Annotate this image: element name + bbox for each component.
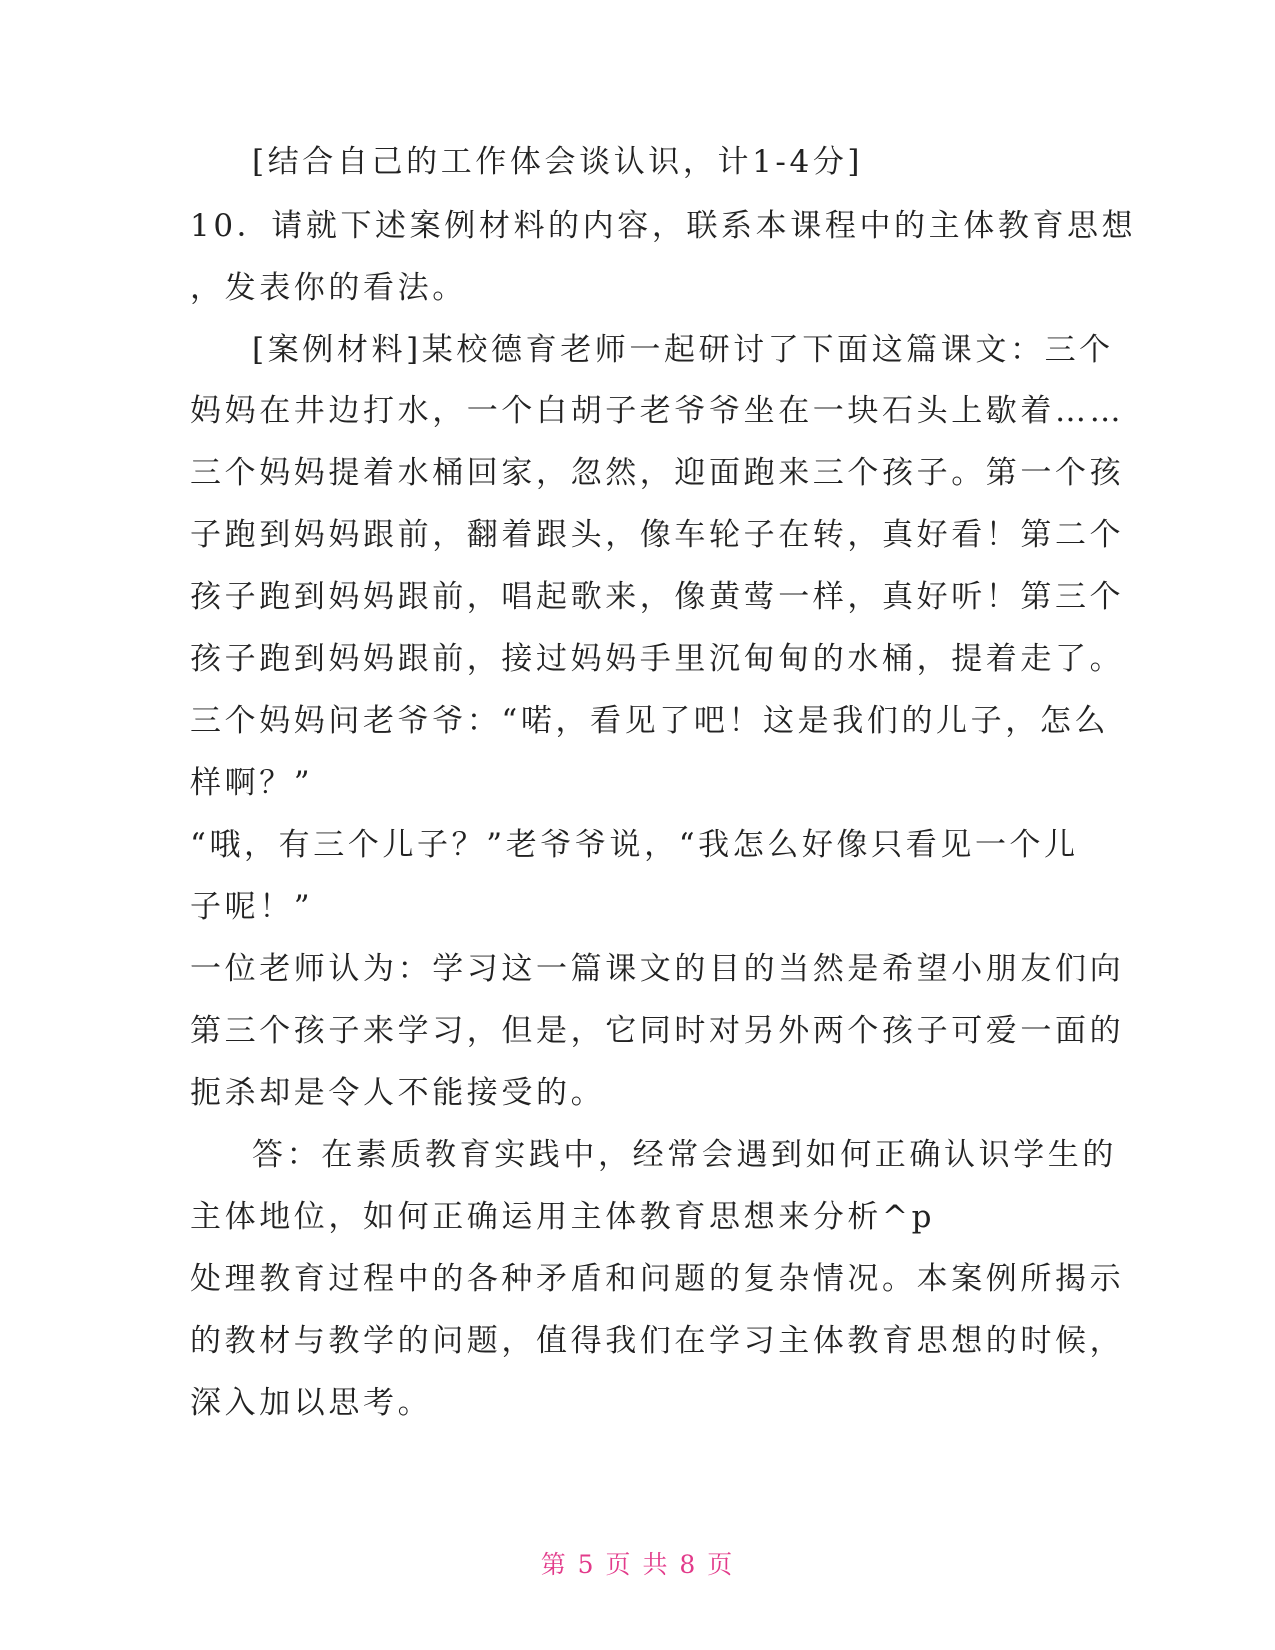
text-line: 子跑到妈妈跟前，翻着跟头，像车轮子在转，真好看！第二个	[190, 517, 1125, 553]
text-line: 样啊？”	[190, 765, 314, 801]
page-number-footer: 第 5 页 共 8 页	[540, 1550, 735, 1579]
text-line: [案例材料]某校德育老师一起研讨了下面这篇课文：三个	[252, 332, 1114, 368]
text-line: 孩子跑到妈妈跟前，接过妈妈手里沉甸甸的水桶，提着走了。	[190, 641, 1125, 677]
text-line: 一位老师认为：学习这一篇课文的目的当然是希望小朋友们向	[190, 951, 1125, 987]
text-line: 子呢！”	[190, 889, 314, 925]
text-line: 三个妈妈问老爷爷：“喏，看见了吧！这是我们的儿子，怎么	[190, 703, 1110, 739]
text-line: 妈妈在井边打水，一个白胡子老爷爷坐在一块石头上歇着……	[190, 393, 1125, 429]
text-line: [结合自己的工作体会谈认识，计1-4分]	[252, 144, 864, 180]
text-line: 扼杀却是令人不能接受的。	[190, 1075, 606, 1111]
text-line: 孩子跑到妈妈跟前，唱起歌来，像黄莺一样，真好听！第三个	[190, 579, 1125, 615]
text-line: 的教材与教学的问题，值得我们在学习主体教育思想的时候，	[190, 1323, 1125, 1359]
text-line: “哦，有三个儿子？”老爷爷说，“我怎么好像只看见一个儿	[190, 827, 1079, 863]
text-line: 深入加以思考。	[190, 1385, 433, 1421]
text-line: 10．请就下述案例材料的内容，联系本课程中的主体教育思想	[190, 208, 1137, 244]
text-line: 主体地位，如何正确运用主体教育思想来分析^p	[190, 1199, 936, 1235]
text-line: ，发表你的看法。	[190, 270, 467, 306]
text-line: 处理教育过程中的各种矛盾和问题的复杂情况。本案例所揭示	[190, 1261, 1125, 1297]
text-line: 答：在素质教育实践中，经常会遇到如何正确认识学生的	[252, 1137, 1117, 1173]
text-line: 第三个孩子来学习，但是，它同时对另外两个孩子可爱一面的	[190, 1013, 1125, 1049]
text-line: 三个妈妈提着水桶回家，忽然，迎面跑来三个孩子。第一个孩	[190, 455, 1125, 491]
